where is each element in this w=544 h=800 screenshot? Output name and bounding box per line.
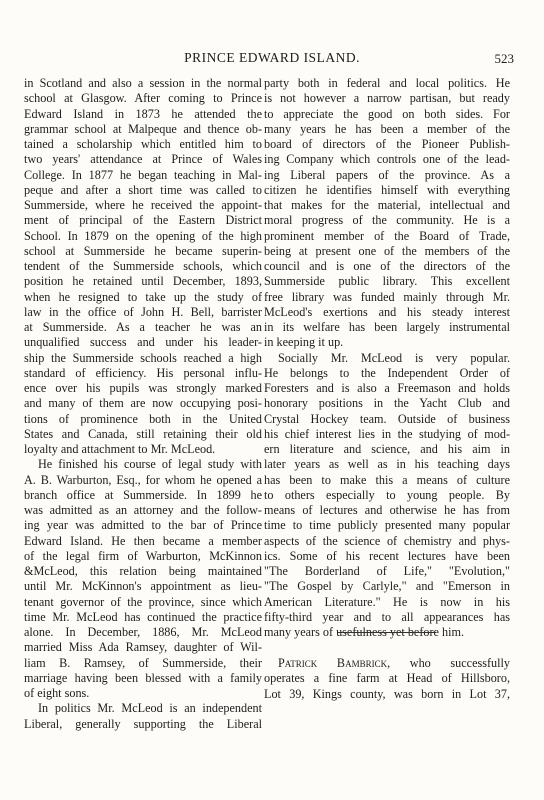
left-paragraph-2 bbox=[24, 457, 262, 701]
text-line: has been to make this a means of culture bbox=[264, 472, 510, 487]
text-line: to appreciate the good on both sides. For bbox=[264, 106, 510, 121]
text-line: ern literature and science, and his aim in bbox=[264, 442, 510, 456]
text-line: free library was funded mainly through Mr. bbox=[264, 289, 510, 304]
text-line: in Scotland and also a session in the normal bbox=[24, 76, 262, 90]
left-column bbox=[24, 76, 262, 732]
text-line: "The Gospel by Carlyle," and "Emerson in bbox=[264, 579, 510, 594]
text-line: position he retained until December, 1893, bbox=[24, 274, 262, 289]
text-line: of eight sons. bbox=[24, 686, 90, 700]
text-line: Summerside public library. This excellent bbox=[264, 274, 510, 289]
next-entry-line: Lot 39, Kings county, was born in Lot 37, bbox=[264, 686, 510, 701]
text-line: Socially Mr. McLeod is very popular. bbox=[278, 350, 510, 365]
text-line: prominent member of the Board of Trade, bbox=[264, 228, 510, 243]
text-line: to others especially to young people. By bbox=[264, 487, 510, 502]
text-line: his chief interest lies in the studying of mod- bbox=[264, 426, 510, 441]
text-line: McLeod's exertions and his steady interest bbox=[264, 304, 510, 319]
text-line: Foresters and is also a Freemason and holds bbox=[264, 381, 510, 395]
text-line: is not however a narrow partisan, but ready bbox=[264, 91, 510, 106]
next-entry bbox=[264, 656, 510, 702]
text-line: ing year was admitted to the bar of Prince bbox=[24, 518, 262, 533]
text-line: A. B. Warburton, Esq., for whom he opened a bbox=[24, 472, 262, 487]
text-line: liam B. Ramsey, of Summerside, their bbox=[24, 655, 262, 670]
text-line: tained a scholarship which entitled him to bbox=[24, 137, 262, 151]
text-line: States and Canada, still retaining their old bbox=[24, 426, 262, 441]
text-line: branch office at Summerside. In 1899 he bbox=[24, 487, 262, 502]
text-line: in keeping it up. bbox=[264, 335, 344, 350]
text-line: He finished his course of legal study with bbox=[38, 457, 262, 472]
text-line: grammar school at Malpeque and thence ob- bbox=[24, 121, 262, 136]
text-line: board of directors of the Pioneer Publish- bbox=[264, 137, 510, 151]
section-divider bbox=[338, 632, 436, 633]
text-line: College. In 1877 he began teaching in Mal- bbox=[24, 167, 262, 182]
text-line: being at present one of the members of the bbox=[264, 243, 510, 258]
text-line: standard of efficiency. His personal influ- bbox=[24, 365, 262, 380]
text-line: honorary positions in the Yacht Club and bbox=[264, 396, 510, 411]
text-line: tions of prominence both in the United bbox=[24, 411, 262, 426]
text-line: aspects of the science of chemistry and phys- bbox=[264, 533, 510, 548]
text-line: tenant governor of the province, since which bbox=[24, 594, 262, 609]
text-line: school at Glasgow. After coming to Prince bbox=[24, 91, 262, 106]
text-line: ment of principal of the Eastern District bbox=[24, 213, 262, 228]
text-line: ence over his pupils was strongly marked bbox=[24, 381, 262, 395]
text-line: tendent of the Summerside schools, which bbox=[24, 259, 262, 273]
right-paragraph-1 bbox=[264, 76, 510, 351]
text-line: time Mr. McLeod has continued the practice bbox=[24, 609, 262, 624]
text-line: that makes for the material, intellectual and bbox=[264, 198, 510, 212]
text-line: &McLeod, this relation being maintained bbox=[24, 564, 262, 578]
text-line: Liberal, generally supporting the Liberal bbox=[24, 716, 262, 731]
text-line: Edward Island in 1873 he attended the bbox=[24, 106, 262, 121]
text-line: citizen he identifies himself with everything bbox=[264, 182, 510, 197]
text-line: and many of them are now occupying posi- bbox=[24, 396, 262, 411]
text-line: Summerside, where he received the appoint- bbox=[24, 198, 262, 212]
text-line: "The Borderland of Life," "Evolution," bbox=[264, 564, 510, 578]
text-line: loyalty and attachment to Mr. McLeod. bbox=[24, 442, 216, 456]
text-line: later years as well as in his teaching days bbox=[264, 457, 510, 472]
text-line: ing Liberal papers of the province. As a bbox=[264, 167, 510, 182]
next-entry-line: operates a fine farm at Head of Hillsboro, bbox=[264, 671, 510, 686]
text-line: when he resigned to take up the study of bbox=[24, 289, 262, 304]
left-paragraph-3 bbox=[24, 701, 262, 732]
text-line: He belongs to the Independent Order of bbox=[264, 365, 510, 380]
page-number: 523 bbox=[494, 51, 514, 66]
text-line: In politics Mr. McLeod is an independent bbox=[38, 701, 262, 716]
text-line: alone. In December, 1886, Mr. McLeod bbox=[24, 625, 262, 639]
text-line: at Summerside. As a teacher he was an bbox=[24, 320, 262, 334]
text-line: ship the Summerside schools reached a high bbox=[24, 350, 262, 365]
text-line: school at Summerside he became superin- bbox=[24, 243, 262, 258]
left-paragraph-1 bbox=[24, 76, 262, 457]
text-line: in its welfare has been largely instrumental bbox=[264, 320, 510, 334]
next-entry-line: Patrick Bambrick, who successfully bbox=[278, 656, 510, 670]
text-line: School. In 1879 on the opening of the high bbox=[24, 228, 262, 243]
text-line: time to time publicly presented many popular bbox=[264, 518, 510, 533]
text-line: ics. Some of his recent lectures have been bbox=[264, 548, 510, 563]
text-line: unqualified success and under his leader- bbox=[24, 335, 262, 350]
text-line: until Mr. McKinnon's appointment as lieu- bbox=[24, 579, 262, 594]
text-line: many years of usefulness yet before him. bbox=[264, 625, 465, 639]
text-line: Crystal Hockey team. Outside of business bbox=[264, 411, 510, 426]
text-line: two years' attendance at Prince of Wales bbox=[24, 152, 262, 167]
text-line: many years he has been a member of the bbox=[264, 121, 510, 136]
text-line: moral progress of the community. He is a bbox=[264, 213, 510, 228]
right-paragraph-2 bbox=[264, 351, 510, 641]
text-line: peque and after a short time was called to bbox=[24, 182, 262, 197]
right-column bbox=[264, 76, 510, 640]
text-line: party both in federal and local politics. He bbox=[264, 76, 510, 90]
text-line: ing Company which controls one of the lead- bbox=[264, 152, 510, 167]
text-line: fifty-third year and to all appearances has bbox=[264, 609, 510, 624]
running-header: PRINCE EDWARD ISLAND. bbox=[184, 50, 360, 65]
text-line: American Literature." He is now in his bbox=[264, 594, 510, 609]
text-line: marriage having been blessed with a family bbox=[24, 670, 262, 685]
next-entry-name: Patrick Bambrick, bbox=[278, 656, 391, 670]
text-line: was admitted as an attorney and the follow- bbox=[24, 503, 262, 517]
text-line: married Miss Ada Ramsey, daughter of Wil- bbox=[24, 640, 262, 655]
text-line: law in the office of John H. Bell, barrister bbox=[24, 304, 262, 319]
text-line: council and is one of the directors of the bbox=[264, 259, 510, 273]
text-line: means of lectures and otherwise he has from bbox=[264, 503, 510, 517]
text-line: Edward Island. He then became a member bbox=[24, 533, 262, 548]
text-line: of the legal firm of Warburton, McKinnon bbox=[24, 548, 262, 563]
